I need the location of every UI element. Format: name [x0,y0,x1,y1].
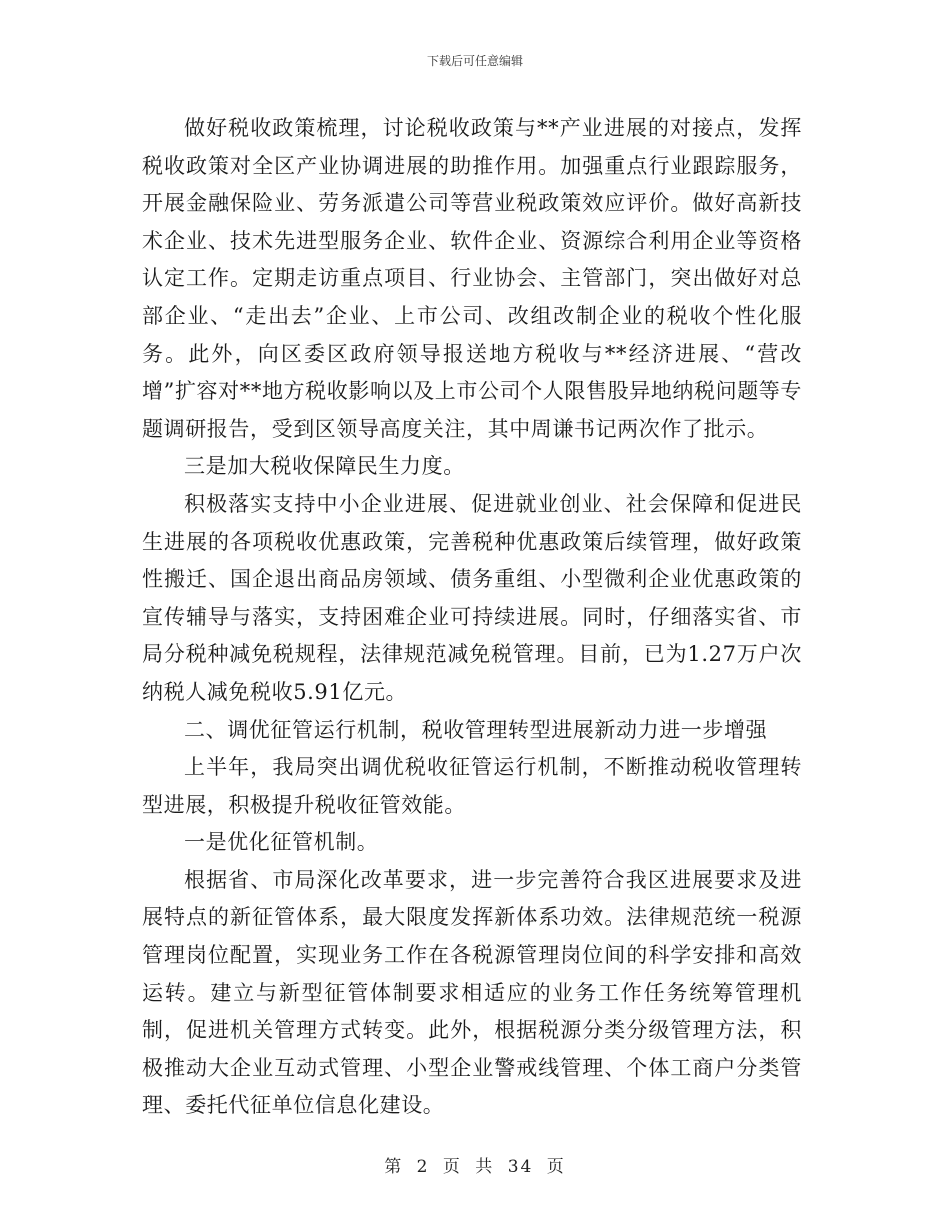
paragraph-first-half-year: 上半年，我局突出调优税收征管运行机制，不断推动税收管理转型进展，积极提升税收征管效能。 [142,755,802,817]
paragraph-tax-policy: 做好税收政策梳理，讨论税收政策与**产业进展的对接点，发挥税收政策对全区产业协调进展的助推作用。加强重点行业跟踪服务，开展金融保险业、劳务派遣公司等营业税政策效应评价。做好高新技术企业、技术先进型服务企业、软件企业、资源综合利用企业等资格认定工作。定期走访重点项目、行业协会、主管部门，突出做好对总部企业、“走出去”企业、上市公司、改组改制企业的税收个性化服务。此外，向区委区政府领导报送地方税收与**经济进展、“营改增”扩容对**地方税收影响以及上市公司个人限售股异地纳税问题等专题调研报告，受到区领导高度关注，其中周谦书记两次作了批示。 [142,116,802,441]
document-body [142,110,802,1125]
section-heading-two: 二、调优征管运行机制，税收管理转型进展新动力进一步增强 [184,717,768,742]
paragraph-reform: 根据省、市局深化改革要求，进一步完善符合我区进展要求及进展特点的新征管体系，最大限度发挥新体系功效。法律规范统一税源管理岗位配置，实现业务工作在各税源管理岗位间的科学安排和高效运转。建立与新型征管体制要求相适应的业务工作任务统筹管理机制，促进机关管理方式转变。此外，根据税源分类分级管理方法，积极推动大企业互动式管理、小型企业警戒线管理、个体工商户分类管理、委托代征单位信息化建设。 [142,867,802,1118]
page-header: 下载后可任意编辑 [426,54,523,68]
paragraph-tax-incentives: 积极落实支持中小企业进展、促进就业创业、社会保障和促进民生进展的各项税收优惠政策，完善税种优惠政策后续管理，做好政策性搬迁、国企退出商品房领域、债务重组、小型微利企业优惠政策的宣传辅导与落实，支持困难企业可持续进展。同时，仔细落实省、市局分税种减免税规程，法律规范减免税管理。目前，已为1.27万户次纳税人减免税收5.91亿元。 [142,491,802,704]
page-number-footer: 第 2 页 共 34 页 [384,1157,566,1177]
paragraph-heading-livelihood: 三是加大税收保障民生力度。 [184,454,465,479]
paragraph-heading-optimize: 一是优化征管机制。 [184,830,379,855]
